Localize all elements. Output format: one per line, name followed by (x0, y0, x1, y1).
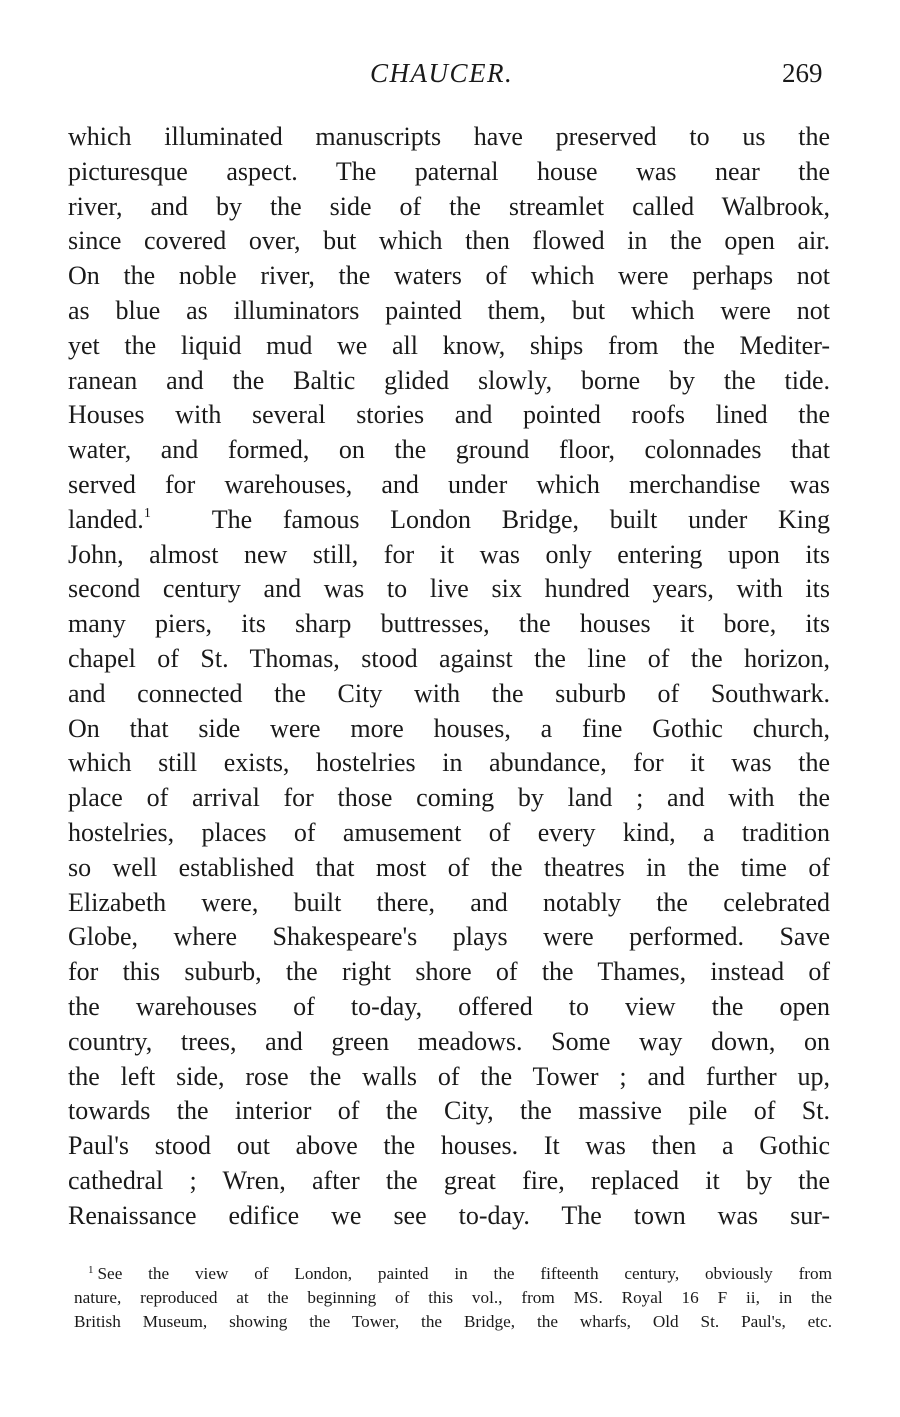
text-line: country, trees, and green meadows. Some way down, on (68, 1026, 830, 1056)
text-line: so well established that most of the theatres in the time of (68, 852, 830, 882)
line-segment: landed. (68, 504, 144, 534)
body-text (68, 120, 830, 1234)
line-segment: The famous London Bridge, built under King (150, 504, 830, 534)
text-line: Paul's stood out above the houses. It was then a Gothic (68, 1131, 830, 1161)
text-line-with-footnote (68, 503, 830, 538)
text-line: chapel of St. Thomas, stood against the line of the horizon, (68, 643, 830, 673)
text-line: as blue as illuminators painted them, but which were not (68, 295, 830, 325)
text-line: picturesque aspect. The paternal house was near the (68, 156, 830, 186)
text-line: for this suburb, the right shore of the Thames, instead of (68, 957, 830, 987)
text-line: river, and by the side of the streamlet called Walbrook, (68, 191, 830, 221)
text-line: Renaissance edifice we see to-day. The town was sur- (68, 1200, 830, 1230)
text-line: On that side were more houses, a fine Gothic church, (68, 713, 830, 743)
text-line: cathedral ; Wren, after the great fire, replaced it by the (68, 1165, 830, 1195)
text-line: John, almost new still, for it was only entering upon its (68, 539, 830, 569)
footnote-line: nature, reproduced at the beginning of this vol., from MS. Royal 16 F ii, in the (74, 1288, 832, 1307)
footnote-line (74, 1262, 832, 1286)
text-line: since covered over, but which then flowed in the open air. (68, 226, 830, 256)
text-line: the warehouses of to-day, offered to view the open (68, 991, 830, 1021)
running-title: CHAUCER. (370, 58, 514, 88)
text-line: Globe, where Shakespeare's plays were performed. Save (68, 922, 830, 952)
text-line: Houses with several stories and pointed roofs lined the (68, 400, 830, 430)
text-line: On the noble river, the waters of which were perhaps not (68, 261, 830, 291)
text-line: served for warehouses, and under which merchandise was (68, 469, 830, 499)
footnote-reference[interactable]: 1 (143, 505, 151, 521)
text-line: the left side, rose the walls of the Tower ; and further up, (68, 1061, 830, 1091)
text-line: which illuminated manuscripts have preserved to us the (68, 122, 830, 151)
text-line: many piers, its sharp buttresses, the houses it bore, its (68, 609, 830, 639)
running-header (0, 58, 900, 98)
text-line: Elizabeth were, built there, and notably the celebrated (68, 887, 830, 917)
text-line: and connected the City with the suburb of Southwark. (68, 678, 830, 708)
text-line: place of arrival for those coming by land ; and with the (68, 783, 830, 813)
footnote-text: See the view of London, painted in the fifteenth century, obviously from (97, 1264, 832, 1283)
text-line: second century and was to live six hundred years, with its (68, 574, 830, 604)
text-line: which still exists, hostelries in abundance, for it was the (68, 748, 830, 778)
text-line: towards the interior of the City, the massive pile of St. (68, 1096, 830, 1126)
footnote-line: British Museum, showing the Tower, the Bridge, the wharfs, Old St. Paul's, etc. (74, 1312, 832, 1331)
text-line: yet the liquid mud we all know, ships from the Mediter- (68, 330, 830, 360)
text-line: ranean and the Baltic glided slowly, borne by the tide. (68, 365, 830, 395)
text-line: water, and formed, on the ground floor, colonnades that (68, 435, 830, 465)
footnote-mark: 1 (88, 1264, 94, 1276)
text-line: hostelries, places of amusement of every kind, a tradition (68, 817, 830, 847)
footnote (74, 1262, 832, 1334)
page-number: 269 (782, 58, 823, 88)
